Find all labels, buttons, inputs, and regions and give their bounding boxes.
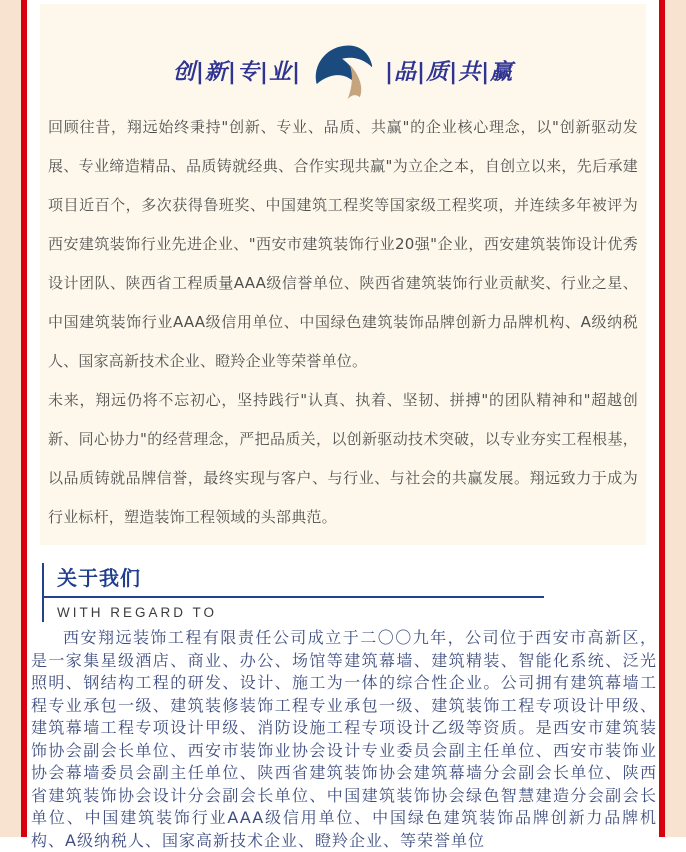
- frame-red-left: [21, 0, 27, 837]
- slogan-banner: [48, 38, 638, 102]
- intro-body: [48, 108, 638, 537]
- about-title-rule: [42, 596, 544, 598]
- about-subtitle: WITH REGARD TO: [57, 605, 218, 620]
- about-section: [31, 563, 657, 852]
- about-body-text: 西安翔远装饰工程有限责任公司成立于二〇〇九年，公司位于西安市高新区，是一家集星级酒店、商业、办公、场馆等建筑幕墙、建筑精装、智能化系统、泛光照明、钢结构工程的研发、设计、施工为一体的综合性企业。公司拥有建筑幕墙工程专业承包一级、建筑装修装饰工程专业承包一级、建筑装饰工程专项设计甲级、建筑幕墙工程专项设计甲级、消防设施工程专项设计乙级等资质。是西安市建筑装饰协会副会长单位、西安市装饰业协会设计专业委员会副主任单位、西安市装饰业协会幕墙委员会副主任单位、陕西省建筑装饰协会建筑幕墙分会副会长单位、陕西省建筑装饰协会设计分会副会长单位、中国建筑装饰协会绿色智慧建造分会副会长单位、中国建筑装饰行业AAA级信用单位、中国绿色建筑装饰品牌创新力品牌机构、A级纳税人、国家高新技术企业、瞪羚企业、等荣誉单位: [31, 628, 657, 850]
- intro-paragraph-1: 回顾往昔，翔远始终秉持"创新、专业、品质、共赢"的企业核心理念，以"创新驱动发展、专业缔造精品、品质铸就经典、合作实现共赢"为立企之本，自创立以来，先后承建项目近百个，多次获得鲁班奖、中国建筑工程奖等国家级工程奖项，并连续多年被评为西安建筑装饰行业先进企业、"西安市建筑装饰行业20强"企业，西安建筑装饰设计优秀设计团队、陕西省工程质量AAA级信誉单位、陕西省建筑装饰行业贡献奖、行业之星、中国建筑装饰行业AAA级信用单位、中国绿色建筑装饰品牌创新力品牌机构、A级纳税人、国家高新技术企业、瞪羚企业等荣誉单位。: [48, 118, 638, 370]
- intro-paragraph-2: 未来，翔远仍将不忘初心，坚持践行"认真、执着、坚韧、拼搏"的团队精神和"超越创新、同心协力"的经营理念，严把品质关，以创新驱动技术突破，以专业夯实工程根基，以品质铸就品牌信誉，最终实现与客户、与行业、与社会的共赢发展。翔远致力于成为行业标杆，塑造装饰工程领域的头部典范。: [48, 391, 638, 526]
- about-header: [42, 563, 657, 622]
- about-title: 关于我们: [57, 566, 141, 590]
- wave-crescent-logo-icon: [311, 40, 375, 100]
- intro-card: [40, 4, 646, 545]
- frame-peach-right: [665, 0, 686, 837]
- slogan-left: 创|新|专|业|: [172, 59, 301, 85]
- slogan-right: |品|质|共|赢: [385, 59, 514, 85]
- frame-peach-left: [0, 0, 21, 837]
